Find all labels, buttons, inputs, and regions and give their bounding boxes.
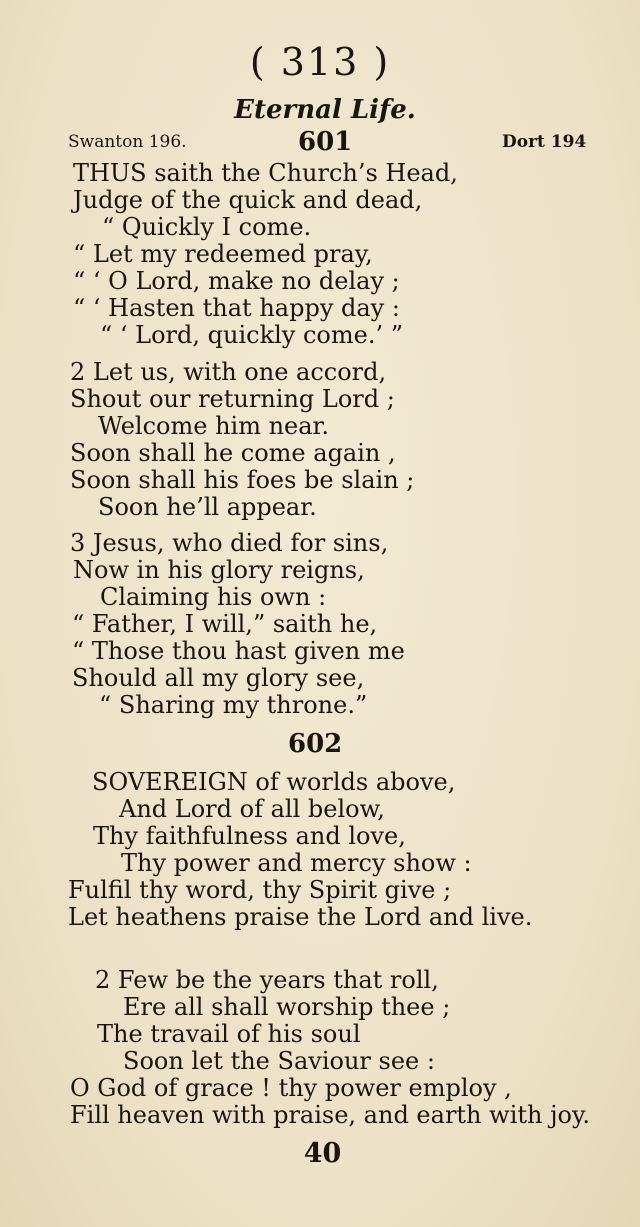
hymn-line: “ Father, I will,” saith he, bbox=[72, 610, 378, 638]
hymn-line: Fill heaven with praise, and earth with joy. bbox=[70, 1101, 590, 1129]
hymn-line: Welcome him near. bbox=[98, 412, 330, 440]
tune-reference-left: Swanton 196. bbox=[68, 132, 187, 152]
hymn-line: THUS saith the Church’s Head, bbox=[73, 159, 458, 187]
hymn-line: Thy power and mercy show : bbox=[121, 849, 472, 877]
hymn-line: And Lord of all below, bbox=[119, 795, 385, 823]
hymn-line: “ ‘ Hasten that happy day : bbox=[73, 294, 400, 322]
hymn-line: “ Quickly I come. bbox=[102, 213, 312, 241]
hymn-line: O God of grace ! thy power employ , bbox=[70, 1074, 512, 1102]
hymn-line: Should all my glory see, bbox=[72, 664, 365, 692]
hymn-line: Shout our returning Lord ; bbox=[70, 385, 395, 413]
page-number: ( 313 ) bbox=[249, 40, 391, 84]
hymn-line: “ Sharing my throne.” bbox=[99, 691, 368, 719]
hymn-line: “ Let my redeemed pray, bbox=[73, 240, 373, 268]
hymn-line: “ Those thou hast given me bbox=[72, 637, 405, 665]
hymn-line: Soon he’ll appear. bbox=[98, 493, 317, 521]
hymn-line: Claiming his own : bbox=[100, 583, 327, 611]
hymn-number: 602 bbox=[288, 729, 343, 759]
hymn-line: Ere all shall worship thee ; bbox=[123, 993, 451, 1021]
hymn-line: Now in his glory reigns, bbox=[73, 556, 365, 584]
hymn-line: Judge of the quick and dead, bbox=[73, 186, 423, 214]
hymn-line: “ ‘ O Lord, make no delay ; bbox=[73, 267, 400, 295]
hymn-line: 2 Few be the years that roll, bbox=[95, 966, 439, 994]
hymn-line: “ ‘ Lord, quickly come.’ ” bbox=[100, 321, 403, 349]
hymn-line: The travail of his soul bbox=[97, 1020, 361, 1048]
hymn-line: Fulfil thy word, thy Spirit give ; bbox=[68, 876, 452, 904]
hymn-line: Soon let the Saviour see : bbox=[123, 1047, 435, 1075]
hymn-line: 3 Jesus, who died for sins, bbox=[70, 529, 389, 557]
tune-reference-right: Dort 194 bbox=[502, 132, 587, 152]
signature-mark: 40 bbox=[303, 1138, 342, 1169]
hymn-number: 601 bbox=[298, 127, 353, 157]
hymn-line: Soon shall he come again , bbox=[70, 439, 396, 467]
hymn-line: 2 Let us, with one accord, bbox=[70, 358, 387, 386]
hymn-line: Let heathens praise the Lord and live. bbox=[68, 903, 533, 931]
hymn-line: Soon shall his foes be slain ; bbox=[70, 466, 415, 494]
hymn-line: Thy faithfulness and love, bbox=[93, 822, 406, 850]
hymn-line: SOVEREIGN of worlds above, bbox=[92, 768, 456, 796]
section-title: Eternal Life. bbox=[234, 95, 416, 125]
